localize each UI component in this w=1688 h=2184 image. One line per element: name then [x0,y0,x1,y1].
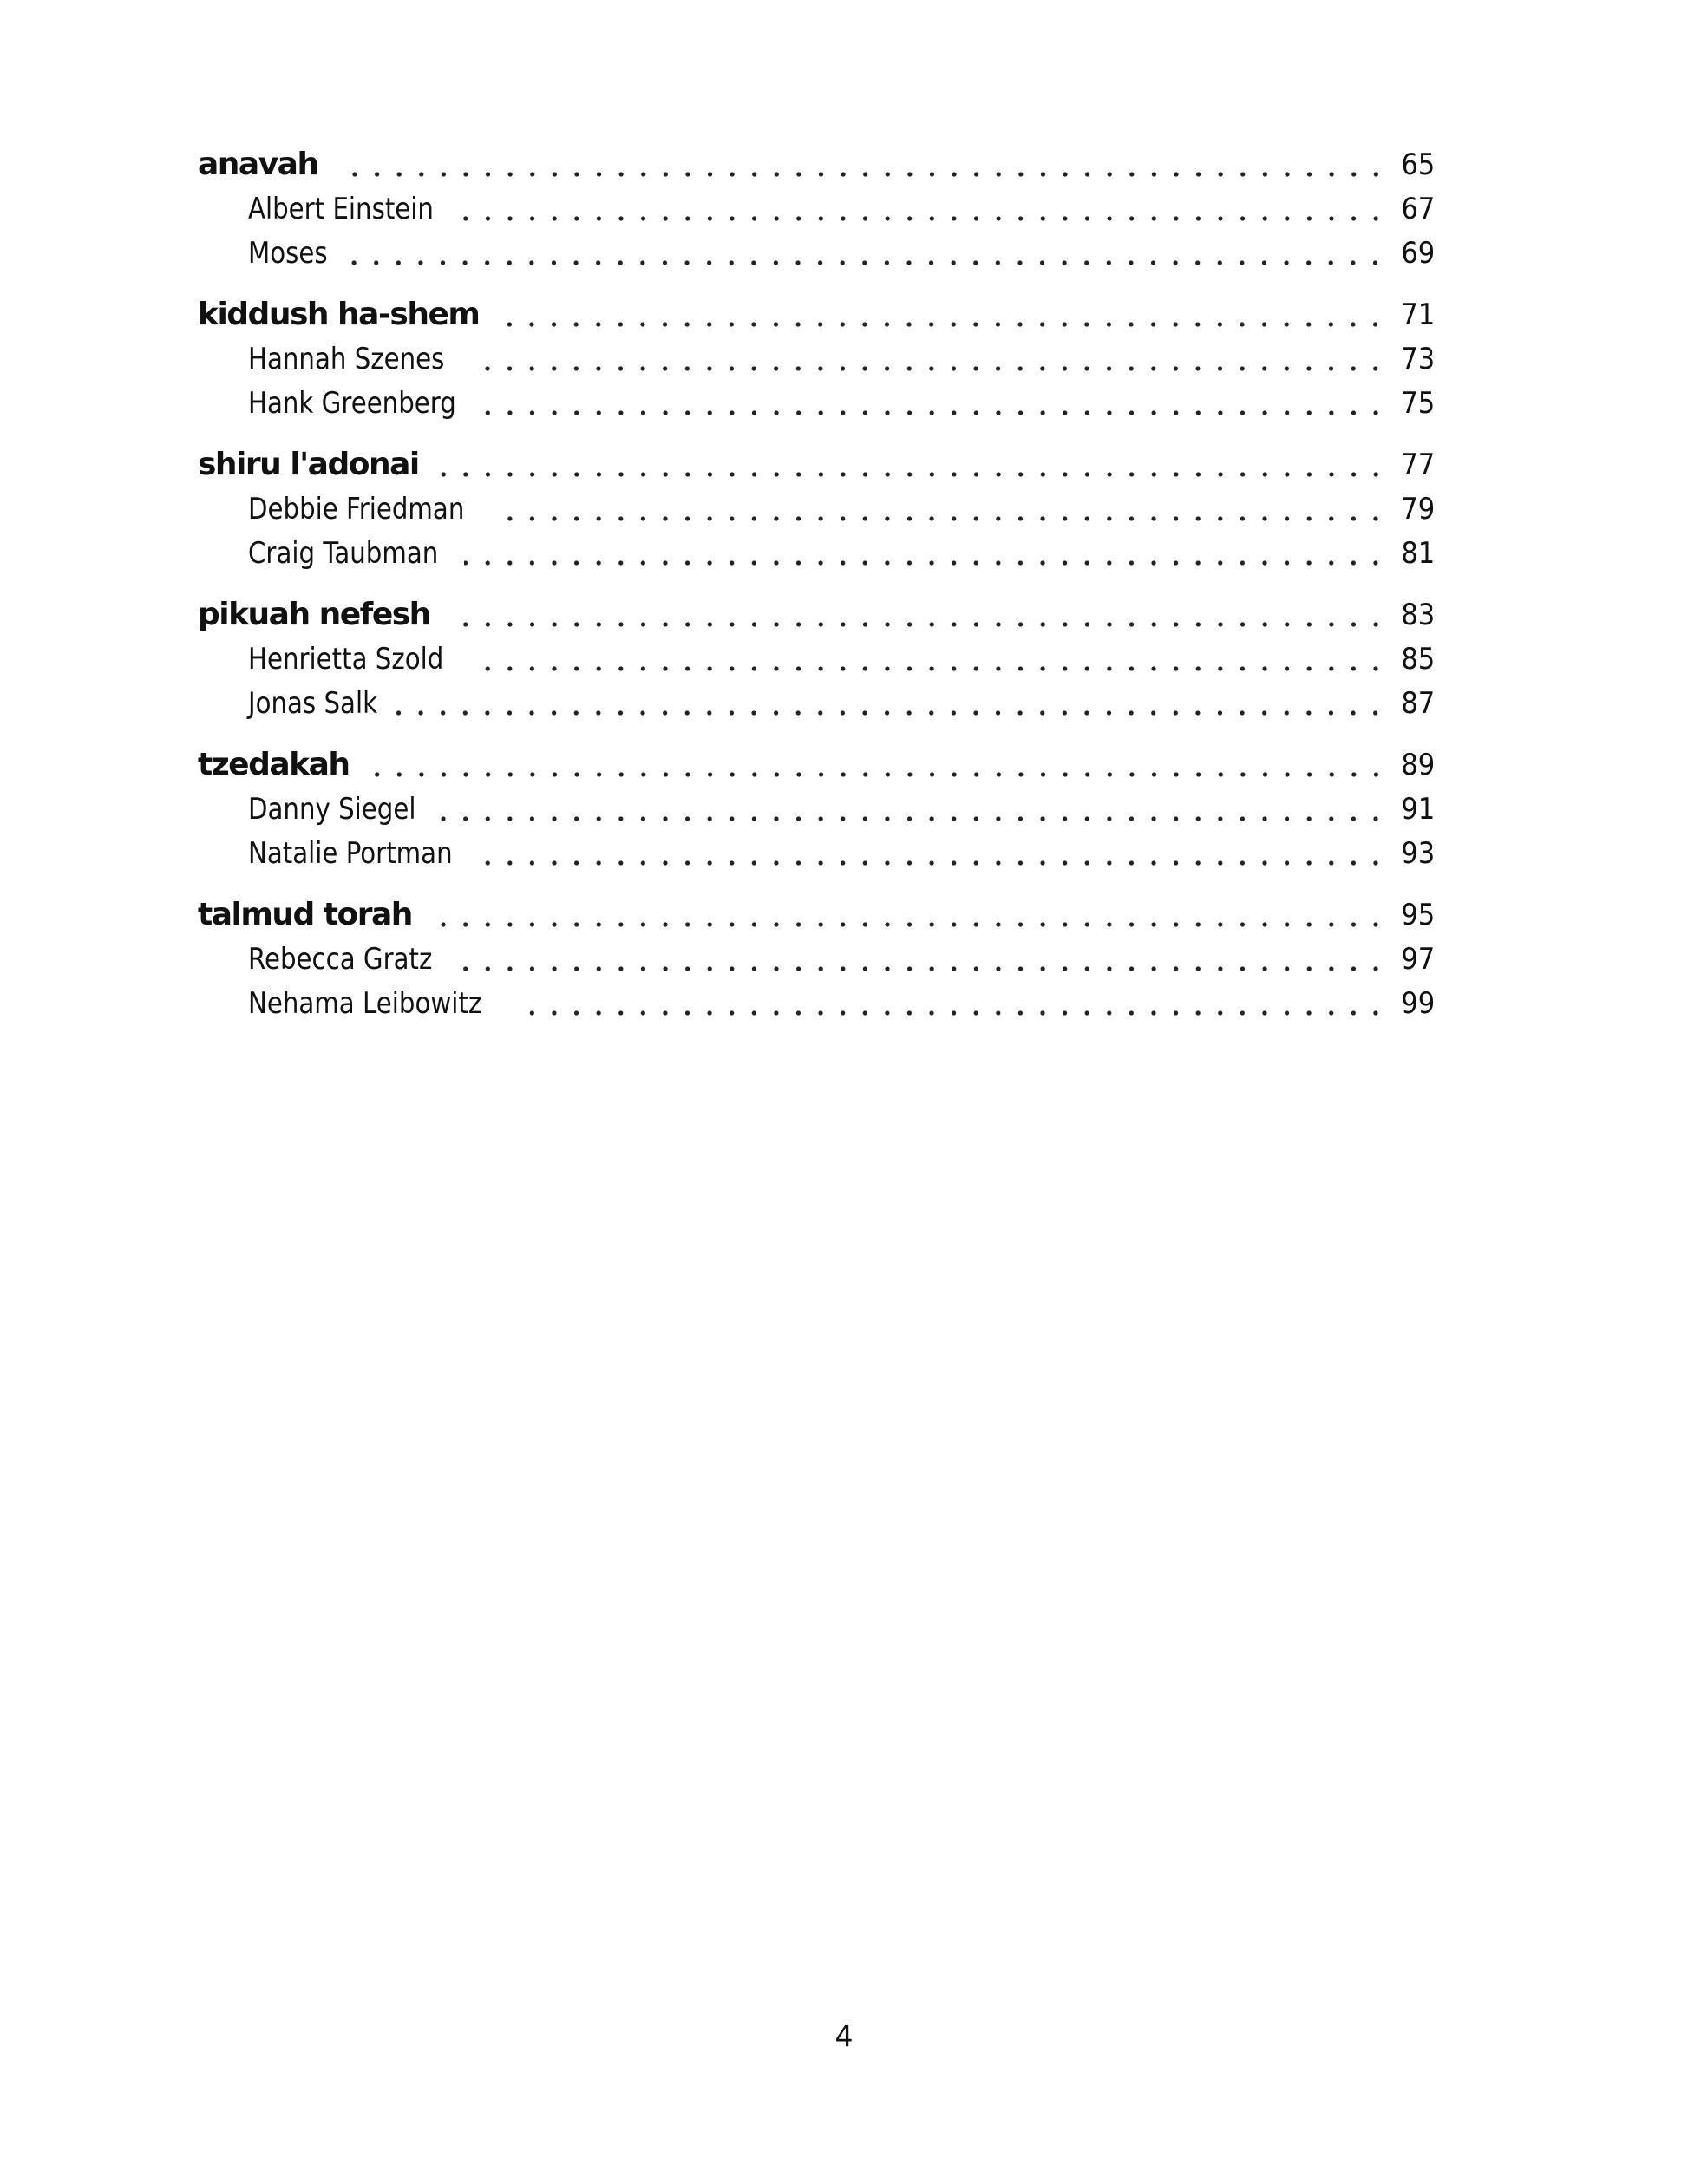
page-number: 4 [834,2019,854,2053]
toc-page-number: 85 [1401,642,1435,677]
toc-page-number: 95 [1401,898,1435,932]
dot-leader [393,684,1386,723]
dot-leader [438,446,1387,484]
toc-page-number: 99 [1401,986,1435,1021]
toc-page-number: 69 [1401,236,1435,271]
toc-heading-title: tzedakah [198,746,358,784]
toc-page-number: 87 [1401,686,1435,721]
toc-heading-title: anavah [198,146,327,184]
toc-entry-name: Rebecca Gratz [248,940,440,978]
toc-heading-row[interactable] [198,439,1435,484]
dot-leader [470,640,1387,678]
dot-leader [514,984,1387,1023]
toc-heading-row[interactable] [198,889,1435,934]
toc-entry-name: Danny Siegel [248,790,423,828]
toc-page-number: 97 [1401,942,1435,977]
toc-entry-row[interactable] [248,633,1435,678]
toc-entry-row[interactable] [248,377,1435,422]
toc-page-number: 91 [1401,792,1435,827]
toc-entry-name: Moses [248,234,335,272]
toc-entry-row[interactable] [248,677,1435,723]
toc-page-number: 89 [1401,748,1435,782]
dot-leader [438,790,1387,828]
toc-page-number: 65 [1401,147,1435,182]
toc-entry-row[interactable] [248,527,1435,572]
dot-leader [498,296,1386,334]
toc-entry-row[interactable] [248,933,1435,978]
toc-entry-row[interactable] [248,483,1435,528]
toc-heading-title: pikuah nefesh [198,596,439,634]
toc-page-number: 73 [1401,342,1435,376]
toc-entry-row[interactable] [248,227,1435,272]
dot-leader [449,596,1387,634]
toc-heading-row[interactable] [198,139,1435,184]
toc-entry-name: Debbie Friedman [248,490,472,528]
dot-leader [369,746,1387,784]
toc-heading-row[interactable] [198,289,1435,334]
dot-leader [431,896,1387,934]
toc-page-number: 71 [1401,298,1435,332]
toc-entry-row[interactable] [248,183,1435,228]
dot-leader [481,834,1387,873]
toc-entry-row[interactable] [248,827,1435,873]
toc-page-number: 83 [1401,598,1435,632]
toc-entry-name: Henrietta Szold [248,640,451,678]
dot-leader [494,490,1387,528]
toc-page-number: 93 [1401,836,1435,871]
toc-entry-name: Nehama Leibowitz [248,984,489,1023]
toc-entry-name: Hannah Szenes [248,340,452,378]
toc-entry-name: Albert Einstein [248,190,442,228]
dot-leader [485,384,1387,422]
dot-leader [457,940,1387,978]
dot-leader [464,534,1387,572]
dot-leader [335,234,1386,272]
toc-heading-title: shiru l'adonai [198,446,428,484]
toc-entry-row[interactable] [248,978,1435,1023]
toc-entry-name: Natalie Portman [248,834,460,873]
dot-leader [337,146,1387,184]
toc-page-number: 67 [1401,192,1435,226]
toc-page-number: 77 [1401,448,1435,482]
toc-heading-row[interactable] [198,589,1435,634]
toc-entry-name: Hank Greenberg [248,384,463,422]
toc-entry-row[interactable] [248,333,1435,378]
toc-page-number: 75 [1401,386,1435,421]
toc-heading-title: kiddush ha-shem [198,296,487,334]
toc-entry-row[interactable] [248,783,1435,828]
dot-leader [471,340,1387,378]
toc-page-number: 81 [1401,536,1435,571]
toc-heading-title: talmud torah [198,896,421,934]
toc-heading-row[interactable] [198,739,1435,784]
toc-entry-name: Jonas Salk [248,684,385,723]
toc-entry-name: Craig Taubman [248,534,446,572]
toc-page-number: 79 [1401,492,1435,526]
dot-leader [459,190,1387,228]
